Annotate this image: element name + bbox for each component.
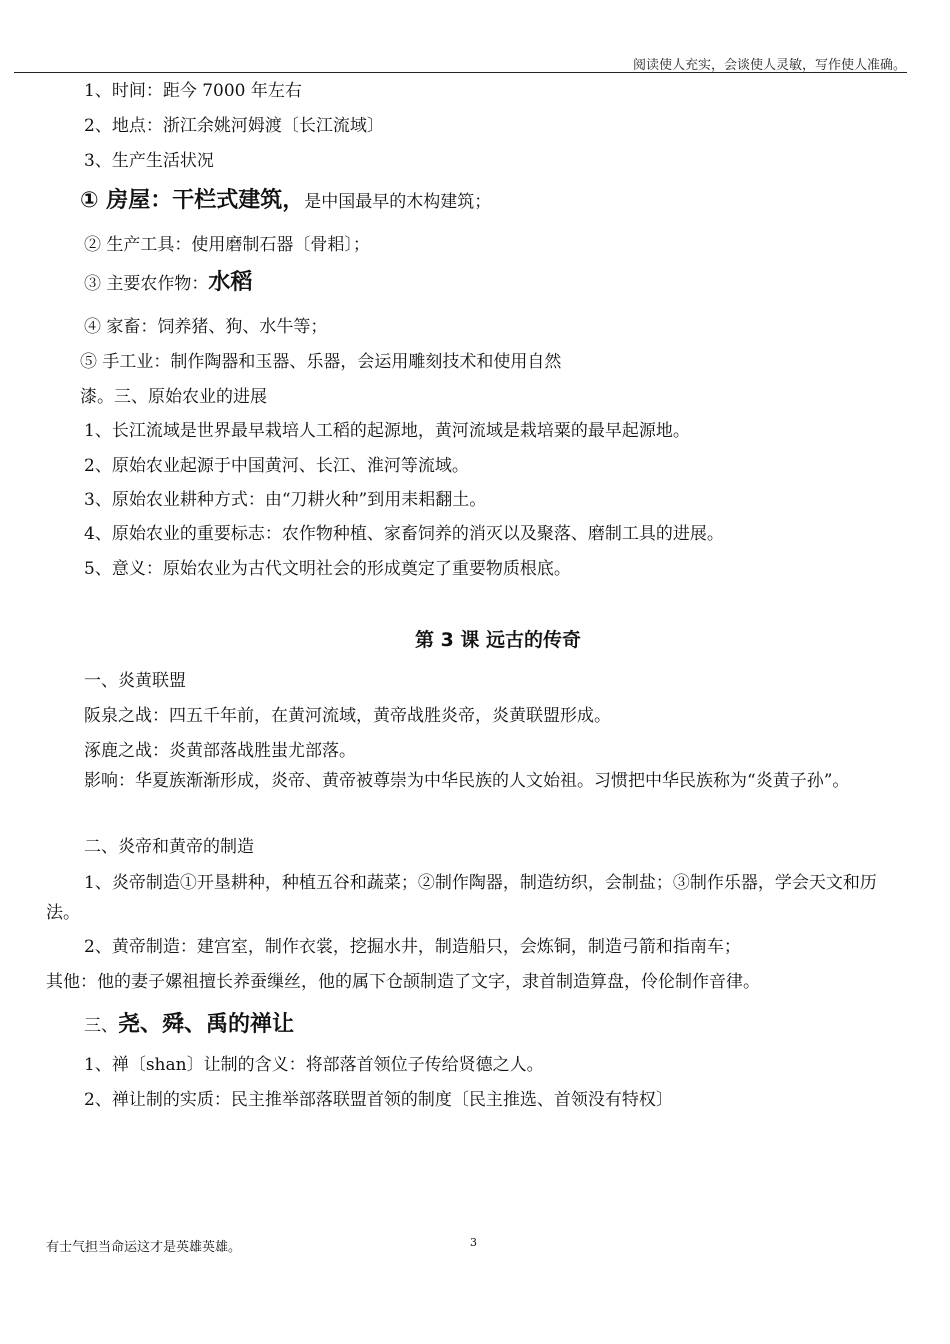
agri-item-5: 5、意义：原始农业为古代文明社会的形成奠定了重要物质根底。 bbox=[84, 559, 571, 579]
huangdi-inventions: 2、黄帝制造：建宫室，制作衣裳，挖掘水井，制造船只，会炼铜，制造弓箭和指南车； bbox=[84, 937, 741, 957]
crop-line bbox=[84, 268, 252, 299]
zhuolu-battle: 涿鹿之战：炎黄部落战胜蚩尤部落。 bbox=[84, 741, 356, 761]
influence-paragraph: 影响：华夏族渐渐形成，炎帝、黄帝被尊崇为中华民族的人文始祖。习惯把中华民族称为“炎黄子孙”。 bbox=[84, 771, 850, 791]
house-rest: 是中国最早的木构建筑； bbox=[304, 192, 492, 212]
place-line: 2、地点：浙江余姚河姆渡〔长江流域〕 bbox=[84, 116, 384, 136]
banquan-battle: 阪泉之战：四五千年前，在黄河流域，黄帝战胜炎帝，炎黄联盟形成。 bbox=[84, 706, 611, 726]
page-number: 3 bbox=[470, 1236, 477, 1249]
abdication-essence: 2、禅让制的实质：民主推举部落联盟首领的制度〔民主推选、首领没有特权〕 bbox=[84, 1090, 673, 1110]
crop-label: ③ 主要农作物： bbox=[84, 274, 209, 294]
lacquer-line: 漆。三、原始农业的进展 bbox=[80, 387, 267, 407]
house-line bbox=[80, 186, 491, 217]
time-line: 1、时间：距今 7000 年左右 bbox=[84, 81, 302, 101]
status-line: 3、生产生活状况 bbox=[84, 151, 214, 171]
tools-line: ② 生产工具：使用磨制石器〔骨耜〕； bbox=[84, 235, 370, 255]
header-rule bbox=[14, 72, 907, 73]
agri-item-1: 1、长江流域是世界最早栽培人工稻的起源地，黄河流域是栽培粟的最早起源地。 bbox=[84, 421, 690, 441]
header-motto: 阅读使人充实，会谈使人灵敏，写作使人准确。 bbox=[632, 58, 906, 73]
handicraft-line: ⑤ 手工业：制作陶器和玉器、乐器，会运用雕刻技术和使用自然 bbox=[80, 352, 562, 372]
section-abdication-prefix: 三、 bbox=[84, 1016, 118, 1036]
house-label: ① 房屋：干栏式建筑， bbox=[80, 188, 305, 213]
livestock-line: ④ 家畜：饲养猪、狗、水牛等； bbox=[84, 317, 328, 337]
lesson-title: 第 3 课 远古的传奇 bbox=[414, 629, 582, 651]
yandi-inventions: 1、炎帝制造①开垦耕种，种植五谷和蔬菜；②制作陶器，制造纺织，会制盐；③制作乐器，学会天文和历法。 bbox=[46, 873, 877, 923]
section-yanhuang-heading: 一、炎黄联盟 bbox=[84, 671, 186, 691]
section-inventions-heading: 二、炎帝和黄帝的制造 bbox=[84, 837, 254, 857]
other-inventions: 其他：他的妻子嫘祖擅长养蚕缫丝，他的属下仓颉制造了文字，隶首制造算盘，伶伦制作音律。 bbox=[46, 972, 760, 992]
footer-quote: 有士气担当命运这才是英雄英雄。 bbox=[46, 1240, 242, 1255]
section-abdication-title: 尧、舜、禹的禅让 bbox=[118, 1012, 295, 1037]
abdication-meaning: 1、禅〔shan〕让制的含义：将部落首领位子传给贤德之人。 bbox=[84, 1055, 544, 1075]
agri-item-2: 2、原始农业起源于中国黄河、长江、淮河等流域。 bbox=[84, 456, 469, 476]
crop-value: 水稻 bbox=[208, 270, 253, 295]
agri-item-4: 4、原始农业的重要标志：农作物种植、家畜饲养的消灭以及聚落、磨制工具的进展。 bbox=[84, 524, 724, 544]
section-abdication-heading bbox=[84, 1010, 294, 1041]
agri-item-3: 3、原始农业耕种方式：由“刀耕火种”到用耒耜翻土。 bbox=[84, 490, 487, 510]
